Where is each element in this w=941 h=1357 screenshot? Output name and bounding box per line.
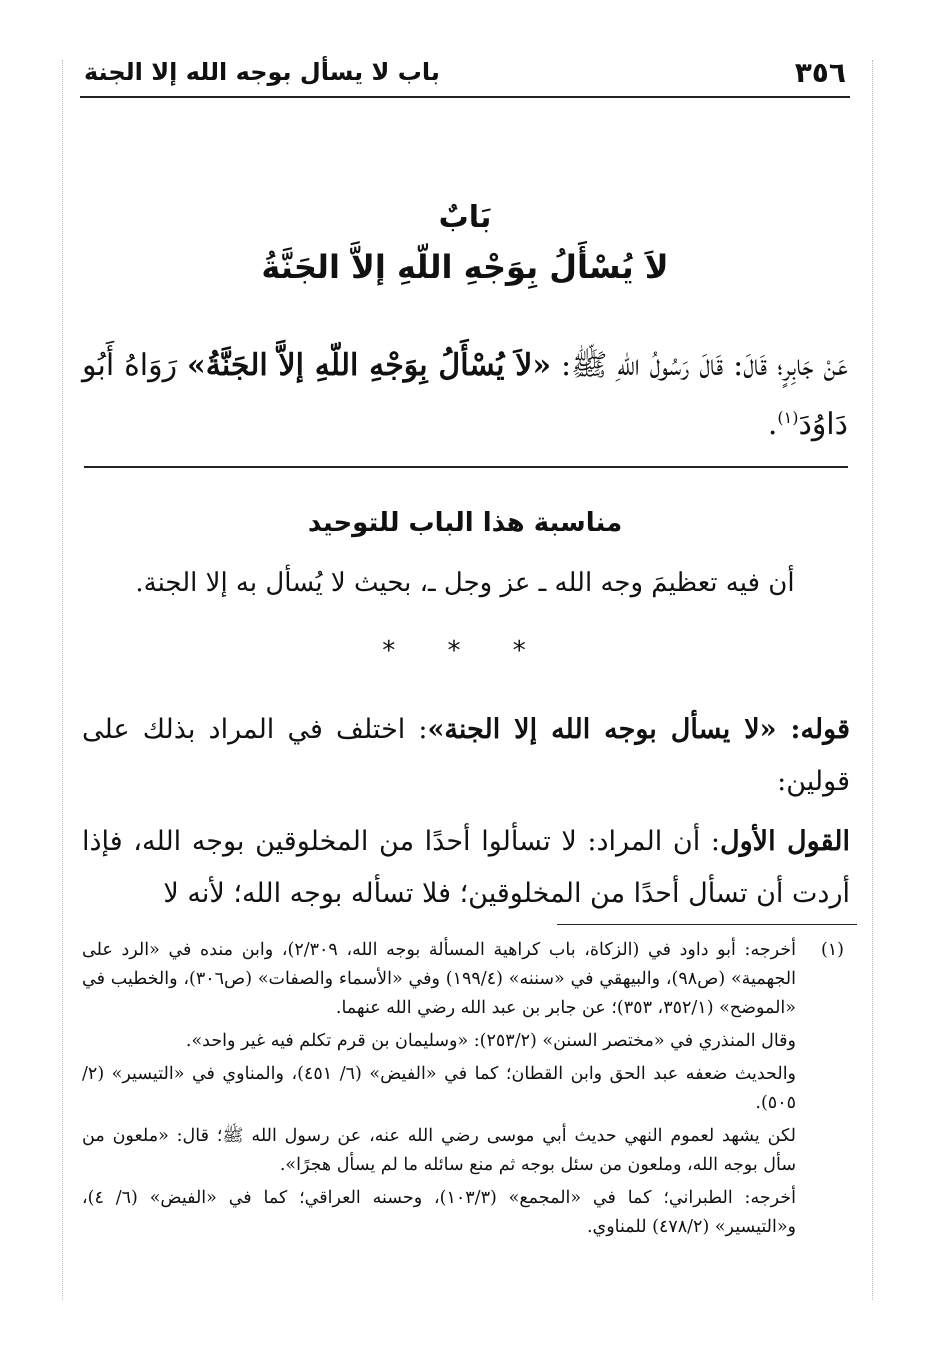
hadith-narrator: عَنْ جَابِرٍ؛ قَالَ: قَالَ رَسُولُ اللهِ ﷺ: [551,348,848,383]
section-text: أن فيه تعظيمَ وجه الله ـ عز وجل ـ، بحيث لا يُسأل به إلا الجنة. [135,568,795,598]
hadith-end: . [767,407,778,442]
footnote-body [82,936,796,1246]
footnote-paragraph: أخرجه: أبو داود في (الزكاة، باب كراهية المسألة بوجه الله، ٢/٣٠٩)، وابن منده في «الرد على الجهمية» (ص٩٨)، والبيهقي في «سننه» (١٩٩/٤) وفي «الأسماء والصفات» (ص٣٠٦)، والخطيب في «الموضح» (٣٥٢/١، ٣٥٣)؛ عن جابر بن عبد الله رضي الله عنهما. [82,940,796,1018]
footnote-number: (١) [820,940,844,960]
commentary-paragraph [82,704,850,808]
footnote-rule [557,924,857,925]
page-header [80,56,850,98]
hadith-source: رَوَاهُ أَبُو دَاوُدَ [82,348,848,442]
running-title: باب لا يسأل بوجه الله إلا الجنة [84,58,440,86]
commentary-text: : اختلف في المراد بذلك على قولين: [82,714,850,797]
footnote-paragraph: لكن يشهد لعموم النهي حديث أبي موسى رضي الله عنه، عن رسول الله ﷺ؛ قال: «ملعون من سأل بوجه الله، وملعون من سئل بوجه ثم منع سائله ما لم يسأل هجرًا». [82,1126,796,1175]
commentary-text: : أن المراد: لا تسألوا أحدًا من المخلوقين بوجه الله، فإذا أردت أن تسأل أحدًا من المخلوقين؛ فلا تسأله بوجه الله؛ لأنه لا [82,826,850,909]
right-margin-guide [872,60,873,1300]
footnote-paragraph: أخرجه: الطبراني؛ كما في «المجمع» (١٠٣/٣)، وحسنه العراقي؛ كما في «الفيض» (٦/ ٤)، و«التيسير» (٤٧٨/٢) للمناوي. [82,1188,796,1237]
page-number: ٣٥٦ [794,56,846,89]
footnotes [82,936,852,1246]
footnote-reference: (١) [777,408,799,427]
commentary-paragraph [82,816,850,920]
hadith-quote: «لاَ يُسْأَلُ بِوَجْهِ اللّهِ إلاَّ الجَنَّةُ» [187,348,552,383]
hadith-text [82,340,848,451]
commentary-label: قوله: «لا يسأل بوجه الله إلا الجنة» [427,714,850,745]
left-margin-guide [62,60,63,1300]
chapter-label: بَابٌ [438,200,492,235]
commentary-label: القول الأول [720,826,850,857]
footnote-paragraph: والحديث ضعفه عبد الحق وابن القطان؛ كما في «الفيض» (٦/ ٤٥١)، والمناوي في «التيسير» (٢/ ٥٠٥). [82,1064,797,1113]
footnote-paragraph: وقال المنذري في «مختصر السنن» (٢٥٣/٢): «وسليمان بن قرم تكلم فيه غير واحد». [185,1031,796,1051]
chapter-title: لاَ يُسْأَلُ بِوَجْهِ اللّهِ إلاَّ الجَنَّةُ [261,248,669,286]
footnote [82,936,852,1246]
section-title: مناسبة هذا الباب للتوحيد [307,508,623,538]
section-separator-stars: * * * [382,636,548,666]
commentary-body [82,704,850,928]
section-divider [84,466,848,468]
